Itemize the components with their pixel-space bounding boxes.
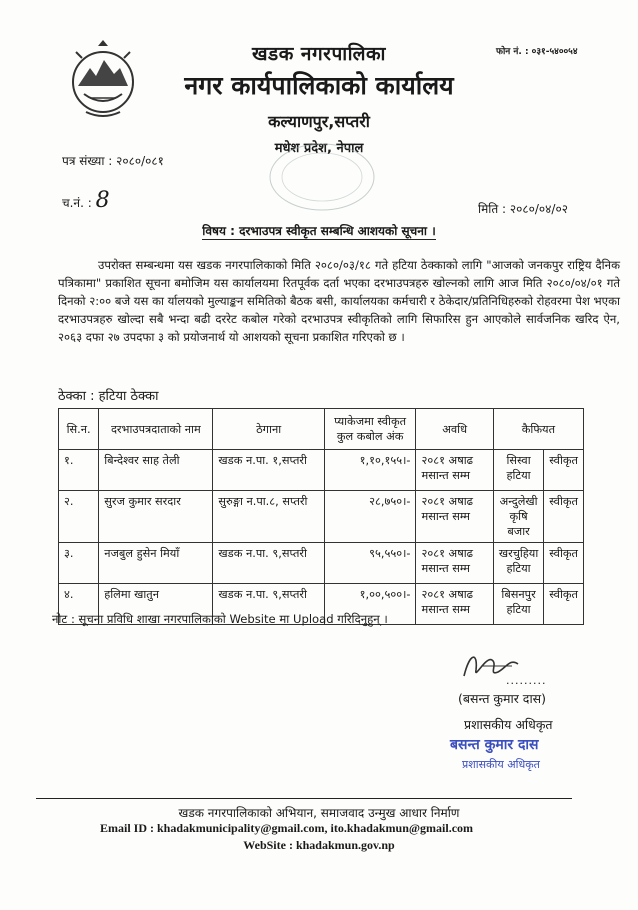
- office-name: नगर कार्यपालिकाको कार्यालय: [184, 71, 454, 100]
- subject-text: विषय : दरभाउपत्र स्वीकृत सम्बन्धि आशयको सूचना ।: [202, 224, 436, 238]
- row-period: २०८१ अषाढ मसान्त सम्म: [416, 584, 493, 625]
- table-row: [59, 491, 584, 543]
- office-location: कल्याणपुर,सप्तरी: [268, 112, 370, 131]
- footer-slogan: खडक नगरपालिकाको अभियान, समाजवाद उन्मुख आधार निर्माण: [178, 806, 460, 820]
- row-sn: १.: [59, 450, 99, 491]
- row-remark: स्वीकृत: [544, 450, 584, 491]
- row-market: बिसनपुर हटिया: [493, 584, 543, 625]
- row-sn: २.: [59, 491, 99, 543]
- letter-number-value: २०८०/०८१: [116, 154, 164, 168]
- footer-email: Email ID : khadakmunicipality@gmail.com, ito.khadakmun@gmail.com: [100, 821, 474, 835]
- table-row: [59, 450, 584, 491]
- signatory-post: प्रशासकीय अधिकृत: [464, 717, 553, 732]
- subject-line: [0, 222, 638, 239]
- signatory-name: (बसन्त कुमार दास): [458, 691, 547, 706]
- header-bidder-name: दरभाउपत्रदाताको नाम: [99, 409, 213, 450]
- table-header-row: [59, 409, 584, 450]
- row-name: नजबुल हुसेन मियाँ: [99, 543, 213, 584]
- row-market: खरचुहिया हटिया: [493, 543, 543, 584]
- dispatch-number: [62, 188, 110, 213]
- office-seal-icon: [266, 140, 378, 214]
- header-amount: प्याकेजमा स्वीकृत कुल कबोल अंक: [324, 409, 416, 450]
- row-amount: २८,७५०।-: [324, 491, 416, 543]
- province-name: मधेश प्रदेश, नेपाल: [274, 141, 364, 156]
- table-row: [59, 543, 584, 584]
- phone-number: फोन नं. : ०३१-५४००५४: [496, 47, 578, 57]
- row-address: खडक न.पा. ९,सप्तरी: [213, 584, 324, 625]
- contract-label: ठेक्का : हटिया ठेक्का: [58, 389, 159, 404]
- name-stamp: बसन्त कुमार दास: [450, 737, 539, 753]
- row-address: खडक न.पा. १,सप्तरी: [213, 450, 324, 491]
- row-name: हलिमा खातुन: [99, 584, 213, 625]
- row-remark: स्वीकृत: [544, 543, 584, 584]
- post-stamp: प्रशासकीय अधिकृत: [462, 758, 540, 771]
- note-text: नोट : सूचना प्रविधि शाखा नगरपालिकाको Website मा Upload गरिदिनुहुन् ।: [52, 612, 388, 626]
- row-name: सुरज कुमार सरदार: [99, 491, 213, 543]
- row-address: सुरुङ्गा न.पा.८, सप्तरी: [213, 491, 324, 543]
- row-amount: ९५,५५०।-: [324, 543, 416, 584]
- bids-table: [58, 408, 584, 625]
- footer-website: WebSite : khadakmun.gov.np: [243, 838, 395, 852]
- row-market: सिस्वा हटिया: [493, 450, 543, 491]
- row-remark: स्वीकृत: [544, 491, 584, 543]
- date-value: २०८०/०४/०२: [509, 202, 568, 216]
- row-address: खडक न.पा. ९,सप्तरी: [213, 543, 324, 584]
- letter-date: [478, 200, 568, 217]
- row-amount: १,१०,१५५।-: [324, 450, 416, 491]
- row-market: अन्दुलेखी कृषि बजार: [493, 491, 543, 543]
- row-period: २०८१ अषाढ मसान्त सम्म: [416, 543, 493, 584]
- footer-divider: [36, 798, 572, 799]
- date-label: मिति :: [478, 202, 507, 216]
- row-remark: स्वीकृत: [544, 584, 584, 625]
- municipality-name: खडक नगरपालिका: [252, 43, 386, 65]
- signature-line: .........: [506, 674, 547, 687]
- header-remarks: कैफियत: [493, 409, 583, 450]
- row-period: २०८१ अषाढ मसान्त सम्म: [416, 491, 493, 543]
- letter-number-label: पत्र संख्या :: [62, 154, 113, 168]
- row-sn: ४.: [59, 584, 99, 625]
- header-address: ठेगाना: [213, 409, 324, 450]
- header-period: अवधि: [416, 409, 493, 450]
- header-sn: सि.न.: [59, 409, 99, 450]
- body-paragraph: उपरोक्त सम्बन्धमा यस खडक नगरपालिकाको मिति २०८०/०३/१८ गते हटिया ठेक्काको लागि "आजको जनकपुर राष्ट्रिय दैनिक पत्रिकामा" प्रकाशित सूचना बमोजिम यस कार्यालयमा रितपूर्वक दर्ता भएका दरभाउपत्रहरु खोल्नको लागि आज मिति २०८०/०४/०१ गते दिनको २:०० बजे यस का र्यालयको मुल्याङ्कन समितिको बैठक बसी, कार्यालयका कर्मचारी र ठेकेदार/प्रतिनिधिहरुको रोहवरमा पेश भएका दरभाउपत्रहरु खोल्दा सबै भन्दा बढी दररेट कबोल गरेको दरभाउपत्र स्वीकृतिको लागि सिफारिस हुन आएकोले सार्वजनिक खरिद ऐन, २०६३ दफा २७ उपदफा ३ को प्रयोजनार्थ यो आशयको सूचना प्रकाशित गरिएको छ ।: [58, 258, 620, 344]
- dispatch-number-label: च.नं. :: [62, 196, 92, 210]
- row-name: बिन्देश्वर साह तेली: [99, 450, 213, 491]
- row-period: २०८१ अषाढ मसान्त सम्म: [416, 450, 493, 491]
- row-amount: १,००,५००।-: [324, 584, 416, 625]
- row-sn: ३.: [59, 543, 99, 584]
- letter-number: [62, 152, 164, 169]
- dispatch-number-value: 8: [95, 188, 110, 213]
